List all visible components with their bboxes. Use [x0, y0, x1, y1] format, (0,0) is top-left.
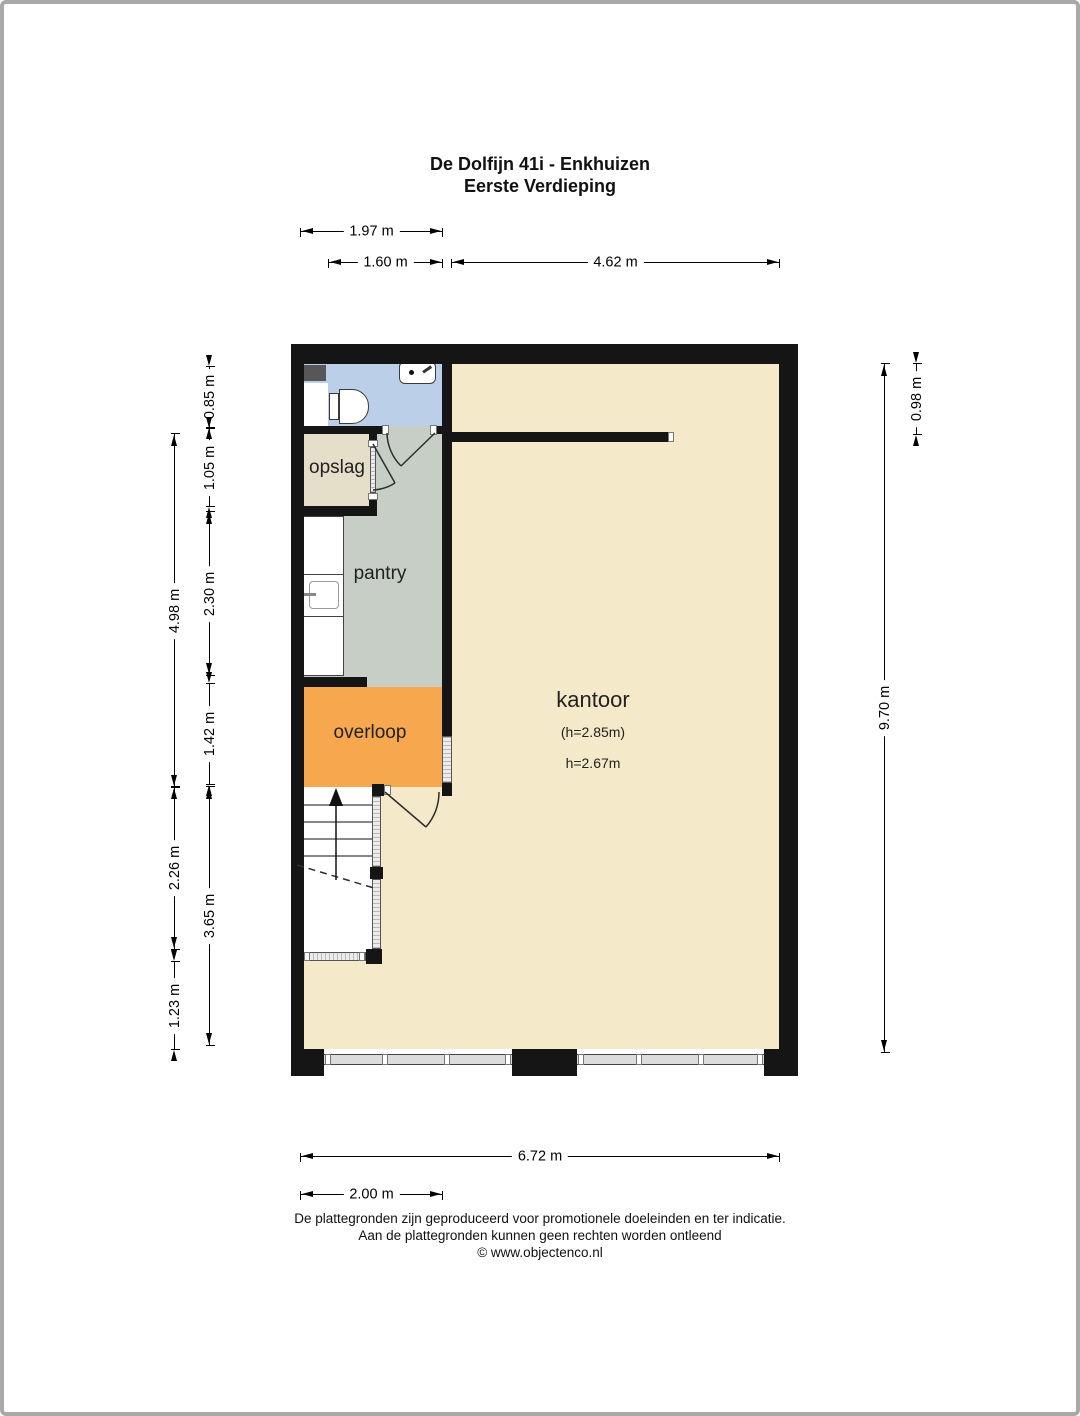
dim-left-142: 1.42 m [209, 684, 210, 784]
label-pantry: pantry [353, 563, 407, 584]
window-mullion [444, 1054, 450, 1065]
wall-bottom-left-pier [291, 1049, 324, 1076]
wall-stub-endcap [668, 432, 674, 442]
door-post [430, 425, 437, 435]
window-strip-right [577, 1054, 764, 1065]
page-title: De Dolfijn 41i - Enkhuizen [429, 154, 651, 174]
footer-copyright: © www.objectenco.nl [477, 1245, 603, 1260]
window-mullion [636, 1054, 642, 1065]
glass-panel-overloop-east [442, 736, 452, 783]
washbasin-icon [399, 361, 436, 384]
dim-left-230: 2.30 m [209, 512, 210, 675]
dim-left-105: 1.05 m [209, 429, 210, 506]
window-strip-left [324, 1054, 512, 1065]
stair-post [370, 867, 383, 879]
wall-bathroom-south [437, 426, 442, 434]
shaft [304, 365, 326, 381]
door-post [368, 493, 378, 500]
wall-stub-kantoor [452, 432, 670, 442]
door-opening-fill [389, 426, 430, 434]
door-post [368, 440, 378, 447]
washbasin-drain-icon [409, 370, 414, 375]
stair-post [366, 949, 382, 964]
dim-left-123: 1.23 m [174, 962, 175, 1049]
footer-disclaimer-line2: Aan de plattegronden kunnen geen rechten worden ontleend [358, 1228, 722, 1243]
wall-pantry-south [301, 677, 367, 687]
dim-left-365: 3.65 m [209, 787, 210, 1045]
page-subtitle: Eerste Verdieping [463, 176, 617, 196]
stair-glass-east [372, 879, 381, 949]
label-opslag: opslag [309, 457, 365, 478]
label-overloop: overloop [333, 722, 407, 743]
window-mullion [382, 1054, 388, 1065]
stair-tread [304, 821, 372, 823]
dim-top-160: 1.60 m [329, 262, 442, 263]
wall-bathroom-east [442, 364, 452, 434]
window-mullion [757, 1054, 763, 1065]
label-kantoor-height1: (h=2.85m) [560, 724, 626, 740]
dim-left-085: 0.85 m [209, 367, 210, 427]
opslag-door-frame [370, 447, 376, 493]
stairwell [304, 787, 376, 961]
wall-bottom-middle-pier [512, 1049, 577, 1076]
stair-post [372, 784, 384, 796]
dim-right-970: 9.70 m [884, 364, 885, 1052]
wall-top [291, 344, 798, 364]
wall-left [291, 344, 304, 1076]
dim-bottom-672: 6.72 m [301, 1156, 779, 1157]
stair-glass-south [304, 952, 366, 961]
glass-endcap [359, 952, 365, 961]
wall-bottom-right-pier [764, 1049, 798, 1076]
dim-top-197: 1.97 m [301, 231, 442, 232]
label-kantoor: kantoor [556, 687, 630, 712]
stair-tread [304, 838, 372, 840]
wall-post [442, 783, 452, 796]
dim-right-098: 0.98 m [916, 364, 917, 434]
stair-tread [304, 855, 372, 857]
counter-divider [300, 574, 344, 575]
wall-bathroom-south [304, 426, 382, 434]
label-kantoor-height2: h=2.67m [565, 755, 621, 771]
window-mullion [698, 1054, 704, 1065]
dim-left-226: 2.26 m [174, 787, 175, 949]
window-mullion [325, 1054, 331, 1065]
wall-opslag-south [291, 506, 376, 516]
wall-niche [304, 383, 328, 426]
toilet-tank-icon [329, 393, 339, 420]
wall-kantoor-west [442, 434, 452, 736]
stair-tread [304, 804, 372, 806]
wall-right [779, 344, 798, 1076]
dim-top-462: 4.62 m [452, 262, 779, 263]
dim-left-498: 4.98 m [174, 434, 175, 787]
window-mullion [578, 1054, 584, 1065]
dim-bottom-200: 2.00 m [301, 1194, 442, 1195]
window-mullion [505, 1054, 511, 1065]
glass-endcap [304, 952, 310, 961]
footer-disclaimer-line1: De plattegronden zijn geproduceerd voor promotionele doeleinden en ter indicatie. [294, 1211, 786, 1226]
stair-glass-east [372, 796, 381, 867]
door-post [382, 425, 389, 435]
counter-divider [300, 616, 344, 617]
door-post [384, 785, 391, 795]
